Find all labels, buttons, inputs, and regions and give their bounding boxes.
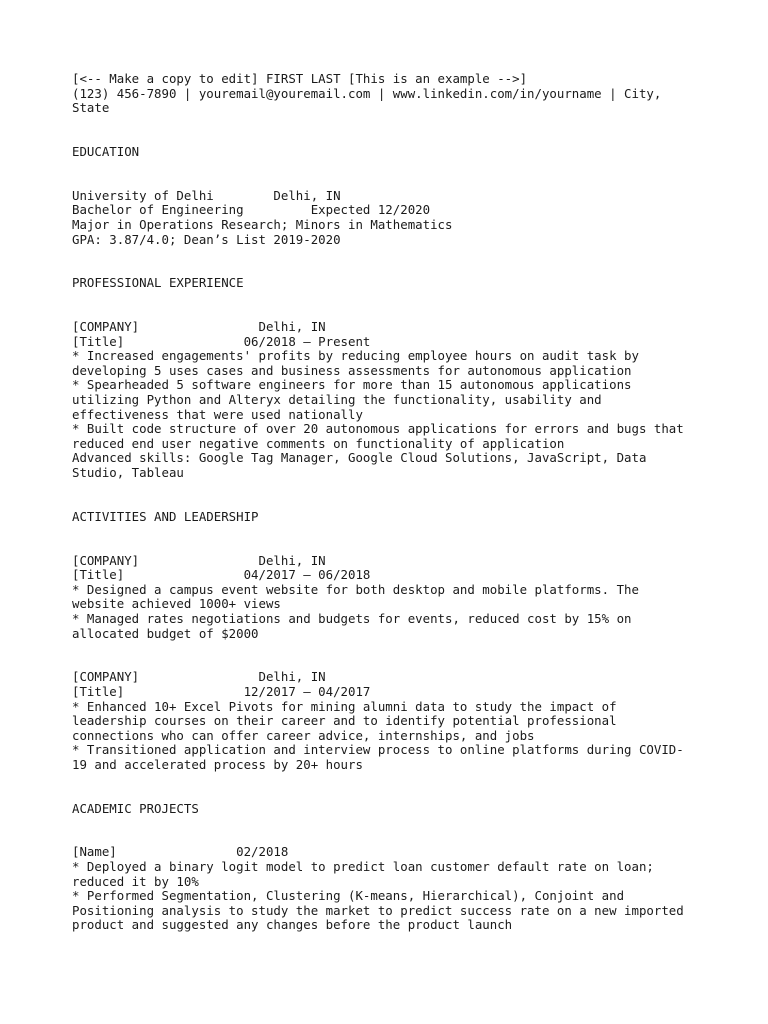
activities-line: leadership courses on their career and to identify potential professional: [72, 713, 617, 729]
education-line: Bachelor of Engineering Expected 12/2020: [72, 202, 431, 218]
header-contact-line: (123) 456-7890 | youremail@youremail.com | www.linkedin.com/in/yourname | City,: [72, 85, 662, 101]
header-name-line: [<-- Make a copy to edit] FIRST LAST [This is an example -->]: [72, 71, 528, 86]
projects-heading: ACADEMIC PROJECTS: [72, 800, 199, 816]
projects-line: * Performed Segmentation, Clustering (K-means, Hierarchical), Conjoint and: [72, 888, 625, 904]
experience-line: developing 5 uses cases and business assessments for autonomous application: [72, 362, 632, 378]
activities-heading: ACTIVITIES AND LEADERSHIP: [72, 508, 259, 524]
header-contact-line-cont: State: [72, 100, 110, 116]
projects-line: reduced it by 10%: [72, 873, 199, 889]
activities-line: [COMPANY] Delhi, IN: [72, 669, 326, 685]
activities-line: website achieved 1000+ views: [72, 596, 281, 612]
projects-section: [72, 845, 702, 933]
experience-line: reduced end user negative comments on functionality of application: [72, 435, 565, 451]
education-section: [72, 189, 702, 247]
activities-line: * Designed a campus event website for both desktop and mobile platforms. The: [72, 581, 639, 597]
experience-line: [COMPANY] Delhi, IN: [72, 319, 326, 335]
experience-section: [72, 320, 702, 481]
activities-line: [COMPANY] Delhi, IN: [72, 552, 326, 568]
activities-line: * Managed rates negotiations and budgets for events, reduced cost by 15% on: [72, 610, 632, 626]
activities-line: * Enhanced 10+ Excel Pivots for mining alumni data to study the impact of: [72, 698, 617, 714]
education-line: Major in Operations Research; Minors in Mathematics: [72, 216, 453, 232]
experience-line: * Increased engagements' profits by reducing employee hours on audit task by: [72, 348, 639, 364]
activities-line: [Title] 04/2017 – 06/2018: [72, 567, 371, 583]
projects-line: Positioning analysis to study the market to predict success rate on a new imported: [72, 902, 684, 918]
activities-line: allocated budget of $2000: [72, 625, 259, 641]
resume-document: [72, 72, 702, 933]
experience-line: * Spearheaded 5 software engineers for more than 15 autonomous applications: [72, 377, 632, 393]
activities-line: 19 and accelerated process by 20+ hours: [72, 756, 363, 772]
experience-line: * Built code structure of over 20 autonomous applications for errors and bugs that: [72, 421, 684, 437]
experience-line: utilizing Python and Alteryx detailing the functionality, usability and: [72, 392, 602, 408]
projects-line: [Name] 02/2018: [72, 844, 289, 860]
projects-line: * Deployed a binary logit model to predict loan customer default rate on loan;: [72, 859, 654, 875]
experience-line: Studio, Tableau: [72, 465, 184, 481]
activities-line: [Title] 12/2017 – 04/2017: [72, 683, 371, 699]
projects-line: product and suggested any changes before the product launch: [72, 917, 513, 933]
education-heading: EDUCATION: [72, 143, 140, 159]
education-line: GPA: 3.87/4.0; Dean’s List 2019-2020: [72, 231, 341, 247]
activities-entry-2: [72, 670, 702, 772]
activities-entry-1: [72, 554, 702, 642]
experience-line: effectiveness that were used nationally: [72, 406, 363, 422]
experience-line: [Title] 06/2018 – Present: [72, 333, 371, 349]
experience-line: Advanced skills: Google Tag Manager, Google Cloud Solutions, JavaScript, Data: [72, 450, 647, 466]
activities-line: * Transitioned application and interview process to online platforms during COVID-: [72, 742, 684, 758]
activities-line: connections who can offer career advice, internships, and jobs: [72, 727, 535, 743]
education-line: University of Delhi Delhi, IN: [72, 187, 341, 203]
experience-heading: PROFESSIONAL EXPERIENCE: [72, 275, 244, 291]
